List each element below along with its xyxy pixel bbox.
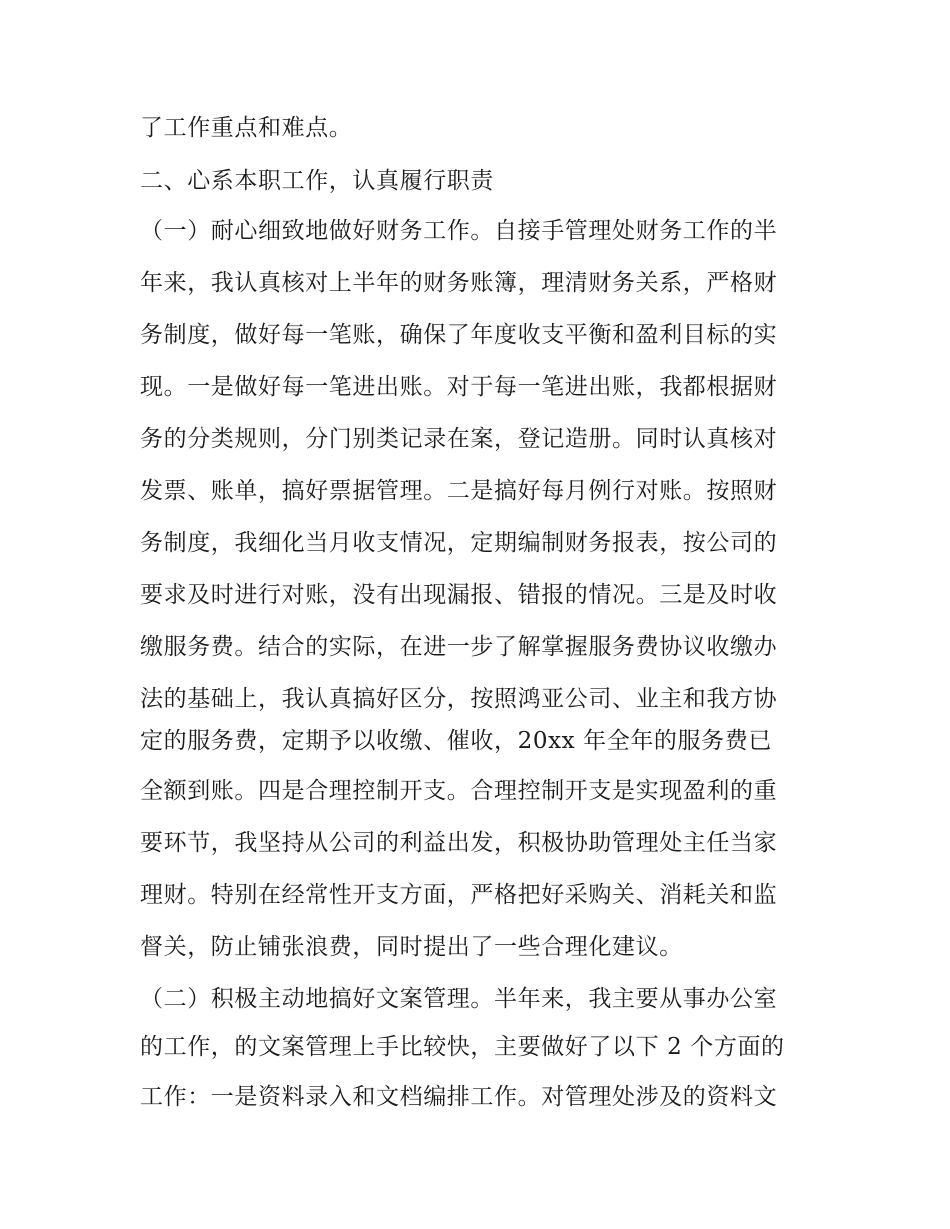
text-line-11: 缴服务费。结合的实际，在进一步了解掌握服务费协议收缴办 [140, 634, 778, 660]
text-line-16: 理财。特别在经常性开支方面，严格把好采购关、消耗关和监 [140, 882, 778, 908]
text-line-17: 督关，防止铺张浪费，同时提出了一些合理化建议。 [140, 934, 683, 960]
text-line-5: 务制度，做好每一笔账，确保了年度收支平衡和盈利目标的实 [140, 322, 778, 348]
text-line-18: （二）积极主动地搞好文案管理。半年来，我主要从事办公室 [140, 986, 778, 1012]
text-line-8: 发票、账单，搞好票据管理。二是搞好每月例行对账。按照财 [140, 478, 778, 504]
text-line-10: 要求及时进行对账，没有出现漏报、错报的情况。三是及时收 [140, 582, 778, 608]
text-line-9: 务制度，我细化当月收支情况，定期编制财务报表，按公司的 [140, 530, 778, 556]
section-heading: 二、心系本职工作，认真履行职责 [140, 168, 494, 194]
text-line-1: 了工作重点和难点。 [140, 115, 353, 141]
text-line-14: 全额到账。四是合理控制开支。合理控制开支是实现盈利的重 [140, 778, 778, 804]
text-line-13: 定的服务费，定期予以收缴、催收，20xx 年全年的服务费已 [140, 728, 772, 754]
text-line-19: 的工作，的文案管理上手比较快，主要做好了以下 2 个方面的 [140, 1034, 785, 1060]
text-line-15: 要环节，我坚持从公司的利益出发，积极协助管理处主任当家 [140, 830, 778, 856]
text-line-4: 年来，我认真核对上半年的财务账簿，理清财务关系，严格财 [140, 270, 778, 296]
text-line-20: 工作：一是资料录入和文档编排工作。对管理处涉及的资料文 [140, 1084, 778, 1110]
text-line-12: 法的基础上，我认真搞好区分，按照鸿亚公司、业主和我方协 [140, 686, 778, 712]
text-line-6: 现。一是做好每一笔进出账。对于每一笔进出账，我都根据财 [140, 374, 778, 400]
text-line-7: 务的分类规则，分门别类记录在案，登记造册。同时认真核对 [140, 426, 778, 452]
text-line-3: （一）耐心细致地做好财务工作。自接手管理处财务工作的半 [140, 218, 778, 244]
